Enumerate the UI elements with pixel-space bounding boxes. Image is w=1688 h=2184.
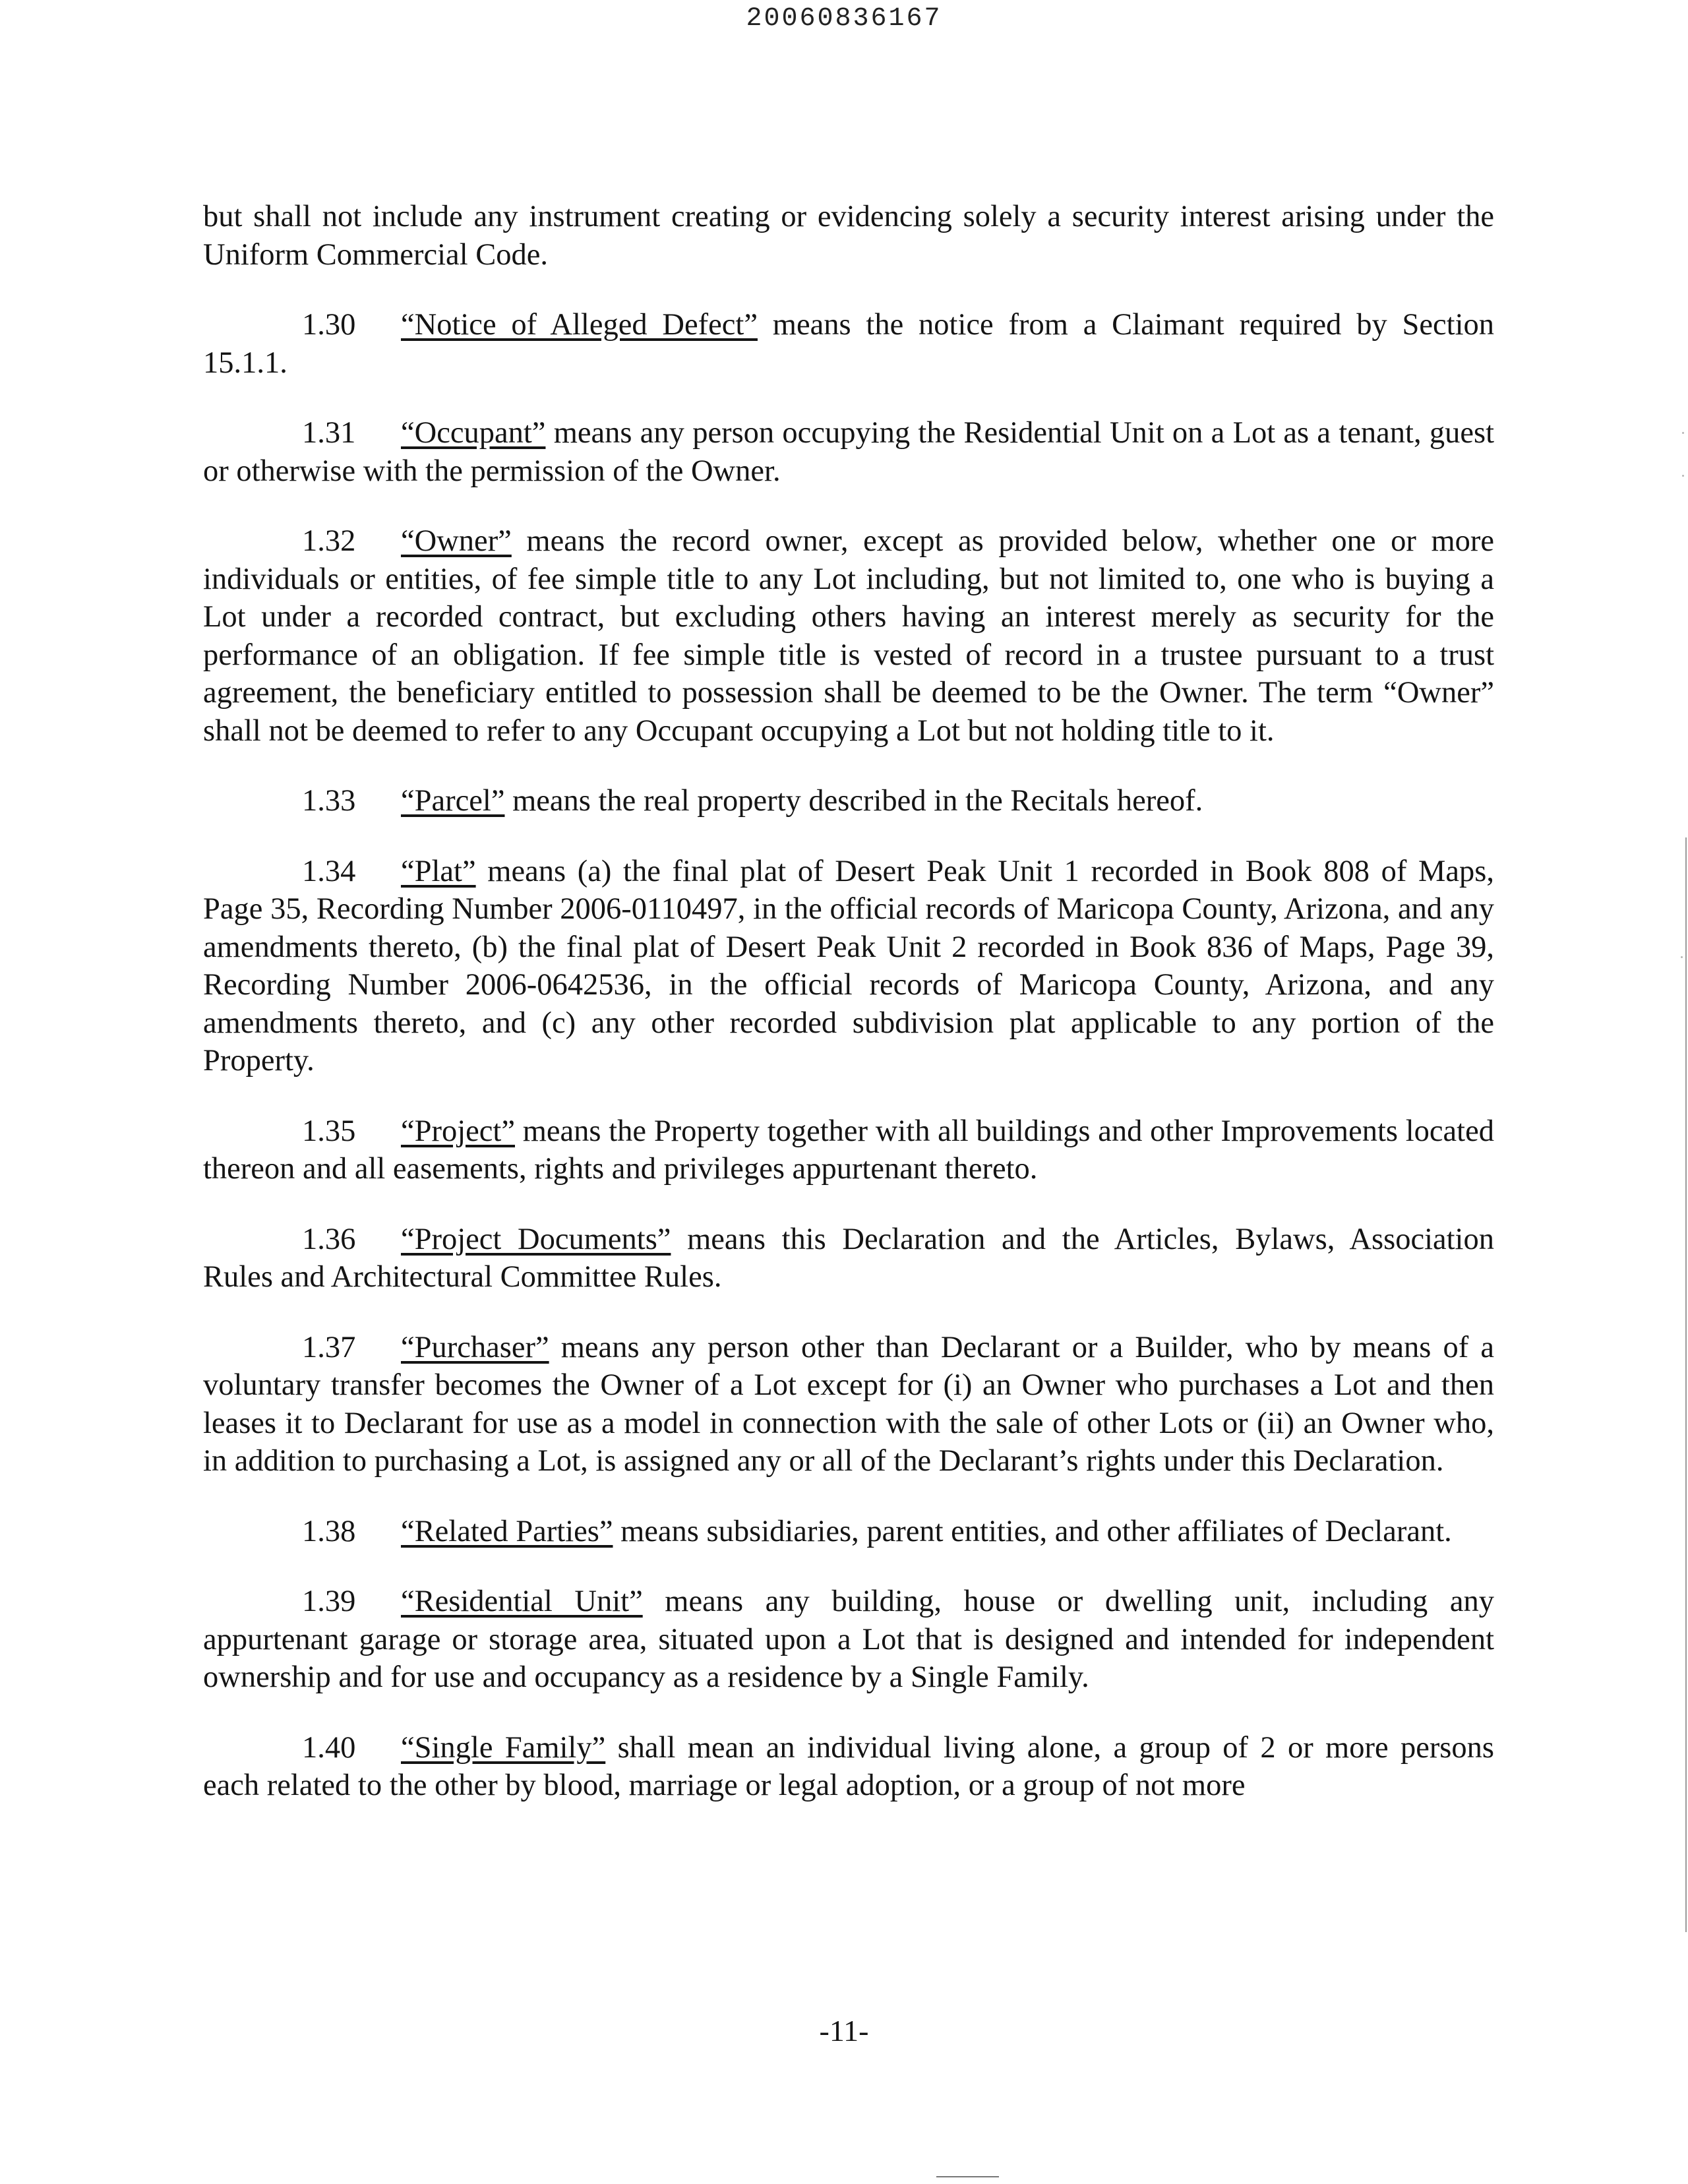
definition-1-32 — [203, 522, 1494, 750]
definition-text: means subsidiaries, parent entities, and other affiliates of Declarant. — [613, 1514, 1452, 1548]
definition-text: means (a) the final plat of Desert Peak Unit 1 recorded in Book 808 of Maps, Page 35, Recording Number 2006-0110497, in the official records of Maricopa County, Arizona, and any amendments thereto, (b) the final plat of Desert Peak Unit 2 recorded in Book 836 of Maps, Page 39, Recording Number 2006-0642536, in the official records of Maricopa County, Arizona, and any amendments thereto, and (c) any other recorded subdivision plat applicable to any portion of the Property. — [203, 854, 1494, 1077]
section-number: 1.34 — [302, 854, 356, 888]
section-number: 1.36 — [302, 1222, 356, 1256]
scan-bottom-mark — [936, 2176, 999, 2177]
scan-artifact — [1682, 432, 1684, 434]
section-number: 1.37 — [302, 1330, 356, 1364]
definition-1-33 — [203, 782, 1494, 820]
defined-term: “Plat” — [401, 854, 476, 888]
section-number: 1.32 — [302, 524, 356, 558]
continuation-paragraph: but shall not include any instrument creating or evidencing solely a security interest arising under the Uniform Commercial Code. — [203, 200, 1494, 272]
defined-term: “Project Documents” — [401, 1222, 671, 1256]
document-number: 20060836167 — [746, 4, 942, 34]
definition-text: means the notice from a Claimant required by Section 15.1.1. — [203, 308, 1494, 380]
scan-edge-line — [1685, 837, 1687, 1932]
definition-text: means the real property described in the Recitals hereof. — [504, 784, 1203, 818]
defined-term: “Owner” — [401, 524, 512, 558]
section-number: 1.39 — [302, 1585, 356, 1618]
definition-1-35 — [203, 1112, 1494, 1188]
definition-1-37 — [203, 1329, 1494, 1480]
definition-1-40 — [203, 1729, 1494, 1805]
page-number: -11- — [819, 2014, 869, 2048]
definition-1-30 — [203, 306, 1494, 382]
section-number: 1.35 — [302, 1114, 356, 1148]
section-number: 1.31 — [302, 416, 356, 450]
scan-artifact — [1681, 956, 1683, 958]
section-number: 1.38 — [302, 1514, 356, 1548]
definition-1-36 — [203, 1221, 1494, 1296]
section-number: 1.30 — [302, 308, 356, 342]
definition-text: means any building, house or dwelling unit, including any appurtenant garage or storage area, situated upon a Lot that is designed and intended for independent ownership and for use and occupancy as a residence by a Single Family. — [203, 1585, 1494, 1694]
definition-text: means any person occupying the Residential Unit on a Lot as a tenant, guest or otherwise with the permission of the Owner. — [203, 416, 1494, 488]
definition-text: means the record owner, except as provided below, whether one or more individuals or entities, of fee simple title to any Lot including, but not limited to, one who is buying a Lot under a recorded contract, but excluding others having an interest merely as security for the performance of an obligation. If fee simple title is vested of record in a trustee pursuant to a trust agreement, the beneficiary entitled to possession shall be deemed to be the Owner. The term “Owner” shall not be deemed to refer to any Occupant occupying a Lot but not holding title to it. — [203, 524, 1494, 748]
definition-1-39 — [203, 1583, 1494, 1697]
defined-term: “Notice of Alleged Defect” — [401, 308, 758, 342]
definition-text: means the Property together with all buildings and other Improvements located thereon and all easements, rights and privileges appurtenant thereto. — [203, 1114, 1494, 1186]
defined-term: “Purchaser” — [401, 1330, 549, 1364]
defined-term: “Related Parties” — [401, 1514, 613, 1548]
definition-1-38 — [203, 1513, 1494, 1551]
section-number: 1.33 — [302, 784, 356, 818]
defined-term: “Residential Unit” — [401, 1585, 643, 1618]
defined-term: “Project” — [401, 1114, 515, 1148]
defined-term: “Occupant” — [401, 416, 546, 450]
section-number: 1.40 — [302, 1730, 356, 1765]
scan-artifact — [1682, 475, 1684, 477]
document-body — [203, 198, 1494, 1837]
definition-text: means this Declaration and the Articles, Bylaws, Association Rules and Architectural Committee Rules. — [203, 1222, 1494, 1294]
definition-text: means any person other than Declarant or a Builder, who by means of a voluntary transfer becomes the Owner of a Lot except for (i) an Owner who purchases a Lot and then leases it to Declarant for use as a model in connection with the sale of other Lots or (ii) an Owner who, in addition to purchasing a Lot, is assigned any or all of the Declarant’s rights under this Declaration. — [203, 1330, 1494, 1478]
definition-text: shall mean an individual living alone, a group of 2 or more persons each related to the other by blood, marriage or legal adoption, or a group of not more — [203, 1730, 1495, 1802]
definition-1-31 — [203, 414, 1494, 490]
defined-term: “Parcel” — [401, 784, 505, 818]
definition-1-34 — [203, 853, 1494, 1080]
defined-term: “Single Family” — [401, 1730, 606, 1765]
